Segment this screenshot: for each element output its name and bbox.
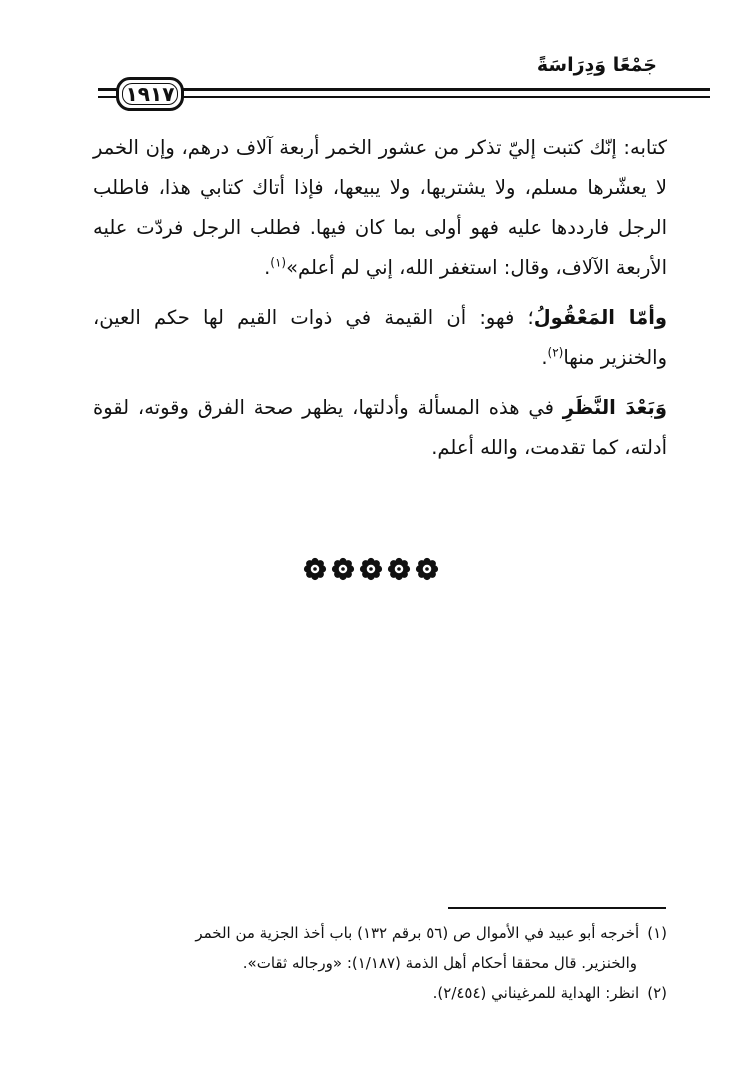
rosette-icon (358, 556, 384, 582)
paragraph-1-end: . (264, 256, 271, 279)
footnote-2-number: (٢) (647, 984, 667, 1002)
page-number-frame (116, 77, 184, 111)
footnote-1-continuation: والخنزير. قال محققا أحكام أهل الذمة (١/١٨٧): «ورجاله ثقات». (242, 954, 637, 972)
footnote-separator (448, 907, 666, 909)
section-ornament (0, 556, 741, 586)
paragraph-3-text: في هذه المسألة وأدلتها، يظهر صحة الفرق وقوته، لقوة أدلته، كما تقدمت، والله أعلم. (93, 396, 667, 459)
footnote-2-line1: انظر: الهداية للمرغيناني (٢/٤٥٤). (432, 984, 640, 1002)
paragraph-2-lead: وأمّا المَعْقُولُ (533, 306, 667, 329)
paragraph-2-end: . (541, 346, 548, 369)
rosette-icon (330, 556, 356, 582)
footnote-1-number: (١) (647, 924, 667, 942)
paragraph-1-text: كتابه: إنّك كتبت إليّ تذكر من عشور الخمر أربعة آلاف درهم، وإن الخمر لا يعشّرها مسلم، ولا يشتريها، ولا يبيعها، فإذا أتاك كتابي هذا، فاطلب الرجل فارددها عليه فهو أولى بما كان فيها. فطلب الرجل فردّت عليه الأربعة الآلاف، وقال: استغفر الله، إني لم أعلم» (93, 136, 667, 279)
paragraph-1 (93, 128, 667, 288)
rosette-icon (302, 556, 328, 582)
footnote-ref-1: (١) (270, 255, 287, 270)
rosette-icon (386, 556, 412, 582)
rosette-icon (414, 556, 440, 582)
paragraph-3-lead: وَبَعْدَ النَّظَرِ (562, 396, 667, 419)
footnote-2 (95, 978, 667, 1008)
running-title: جَمْعًا وَدِرَاسَةً (536, 54, 657, 76)
main-text (93, 128, 667, 468)
page-number: ١٩١٧ (125, 82, 175, 106)
paragraph-3 (93, 388, 667, 468)
footnote-1 (95, 918, 667, 948)
footnotes (95, 918, 667, 1008)
footnote-1-line1: أخرجه أبو عبيد في الأموال ص (٥٦ برقم ١٣٢) باب أخذ الجزية من الخمر (195, 924, 640, 942)
header-rule-thin (98, 96, 710, 98)
paragraph-2 (93, 298, 667, 378)
footnote-ref-2: (٢) (547, 345, 564, 360)
paragraph-2-text: ؛ فهو: أن القيمة في ذوات القيم لها حكم العين، والخنزير منها (93, 306, 667, 369)
header-rule-thick (98, 88, 710, 91)
